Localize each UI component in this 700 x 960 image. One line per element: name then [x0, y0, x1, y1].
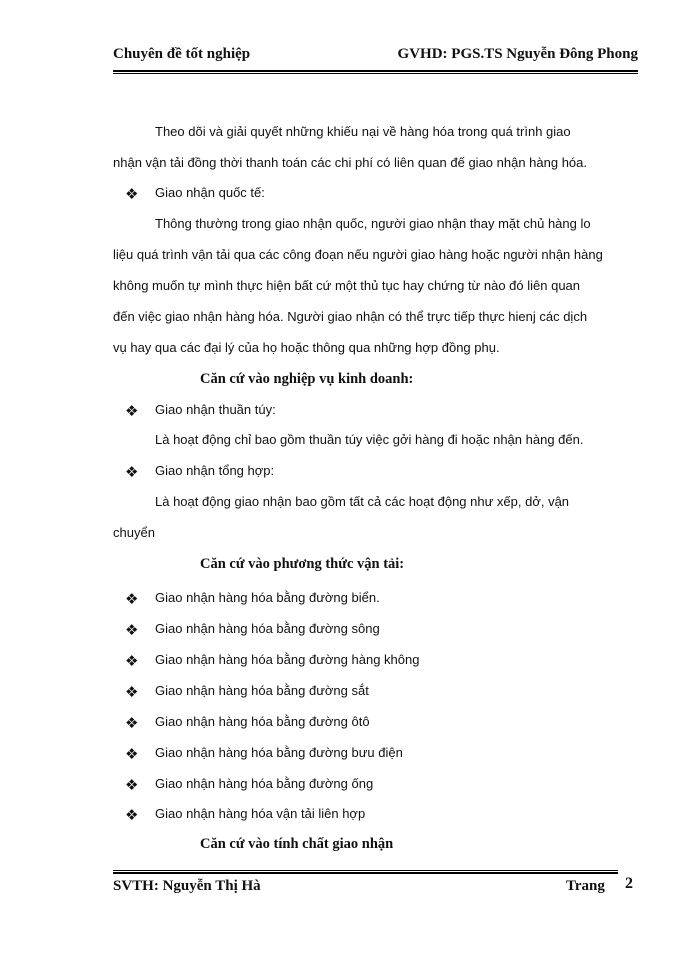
list-item-label: Giao nhận hàng hóa bằng đường ôtô [155, 714, 370, 729]
header-title: Chuyên đề tốt nghiệp [113, 46, 251, 62]
paragraph-line: Là hoạt động chỉ bao gồm thuần túy việc gởi hàng đi hoặc nhận hàng đến. [155, 432, 584, 447]
diamond-bullet-icon: ❖ [125, 186, 139, 203]
diamond-bullet-icon: ❖ [125, 777, 139, 794]
footer-page-number: 2 [625, 875, 633, 892]
diamond-bullet-icon: ❖ [125, 746, 139, 763]
list-item-label: Giao nhận hàng hóa bằng đường bưu điện [155, 745, 403, 760]
diamond-bullet-icon: ❖ [125, 464, 139, 481]
list-item [125, 402, 276, 420]
diamond-bullet-icon: ❖ [125, 403, 139, 420]
diamond-bullet-icon: ❖ [125, 653, 139, 670]
list-item [125, 745, 403, 763]
footer-page-label: Trang [566, 878, 605, 894]
list-item [125, 776, 374, 794]
diamond-bullet-icon: ❖ [125, 807, 139, 824]
list-item [125, 806, 366, 824]
page-footer [113, 875, 638, 900]
paragraph-line: chuyển [113, 525, 155, 540]
paragraph-line: liệu quá trình vận tải qua các công đoạn nếu người giao hàng hoặc người nhận hàng [113, 247, 603, 262]
list-item [125, 185, 265, 203]
diamond-bullet-icon: ❖ [125, 684, 139, 701]
section-heading: Căn cứ vào nghiệp vụ kinh doanh: [200, 371, 414, 387]
footer-rule [113, 870, 618, 871]
list-item-label: Giao nhận hàng hóa bằng đường sắt [155, 683, 369, 698]
list-item-label: Giao nhận hàng hóa bằng đường biển. [155, 590, 380, 605]
header-advisor: GVHD: PGS.TS Nguyễn Đông Phong [397, 46, 638, 62]
paragraph-line: Thông thường trong giao nhận quốc, người giao nhận thay mặt chủ hàng lo [155, 216, 591, 231]
paragraph-line: đến việc giao nhận hàng hóa. Người giao nhận có thể trực tiếp thực hienj các dịch [113, 309, 588, 324]
header-rule [113, 70, 638, 72]
diamond-bullet-icon: ❖ [125, 715, 139, 732]
diamond-bullet-icon: ❖ [125, 591, 139, 608]
list-item [125, 683, 369, 701]
list-item [125, 621, 380, 639]
list-item-label: Giao nhận hàng hóa bằng đường ống [155, 776, 374, 791]
list-item-label: Giao nhận hàng hóa bằng đường sông [155, 621, 380, 636]
paragraph-line: không muốn tự mình thực hiện bất cứ một thủ tục hay chứng từ nào đó liên quan [113, 278, 581, 293]
footer-student: SVTH: Nguyễn Thị Hà [113, 878, 261, 894]
paragraph-line: Là hoạt động giao nhận bao gồm tất cả các hoạt động như xếp, dở, vận [155, 494, 570, 509]
paragraph-line: nhận vận tải đồng thời thanh toán các chi phí có liên quan đế giao nhận hàng hóa. [113, 155, 588, 170]
list-item [125, 590, 380, 608]
paragraph-line: vụ hay qua các đại lý của họ hoặc thông qua những hợp đồng phụ. [113, 340, 500, 355]
list-item-label: Giao nhận thuần túy: [155, 402, 276, 417]
list-item [125, 463, 275, 481]
list-item [125, 714, 370, 732]
list-item-label: Giao nhận tổng hợp: [155, 463, 275, 478]
list-item-label: Giao nhận quốc tế: [155, 185, 265, 200]
list-item [125, 652, 420, 670]
paragraph-line: Theo dõi và giải quyết những khiếu nại về hàng hóa trong quá trình giao [155, 124, 571, 139]
page-header [113, 46, 638, 66]
list-item-label: Giao nhận hàng hóa bằng đường hàng không [155, 652, 420, 667]
section-heading: Căn cứ vào phương thức vận tải: [200, 556, 405, 572]
diamond-bullet-icon: ❖ [125, 622, 139, 639]
list-item-label: Giao nhận hàng hóa vận tải liên hợp [155, 806, 366, 821]
section-heading: Căn cứ vào tính chất giao nhận [200, 836, 394, 852]
